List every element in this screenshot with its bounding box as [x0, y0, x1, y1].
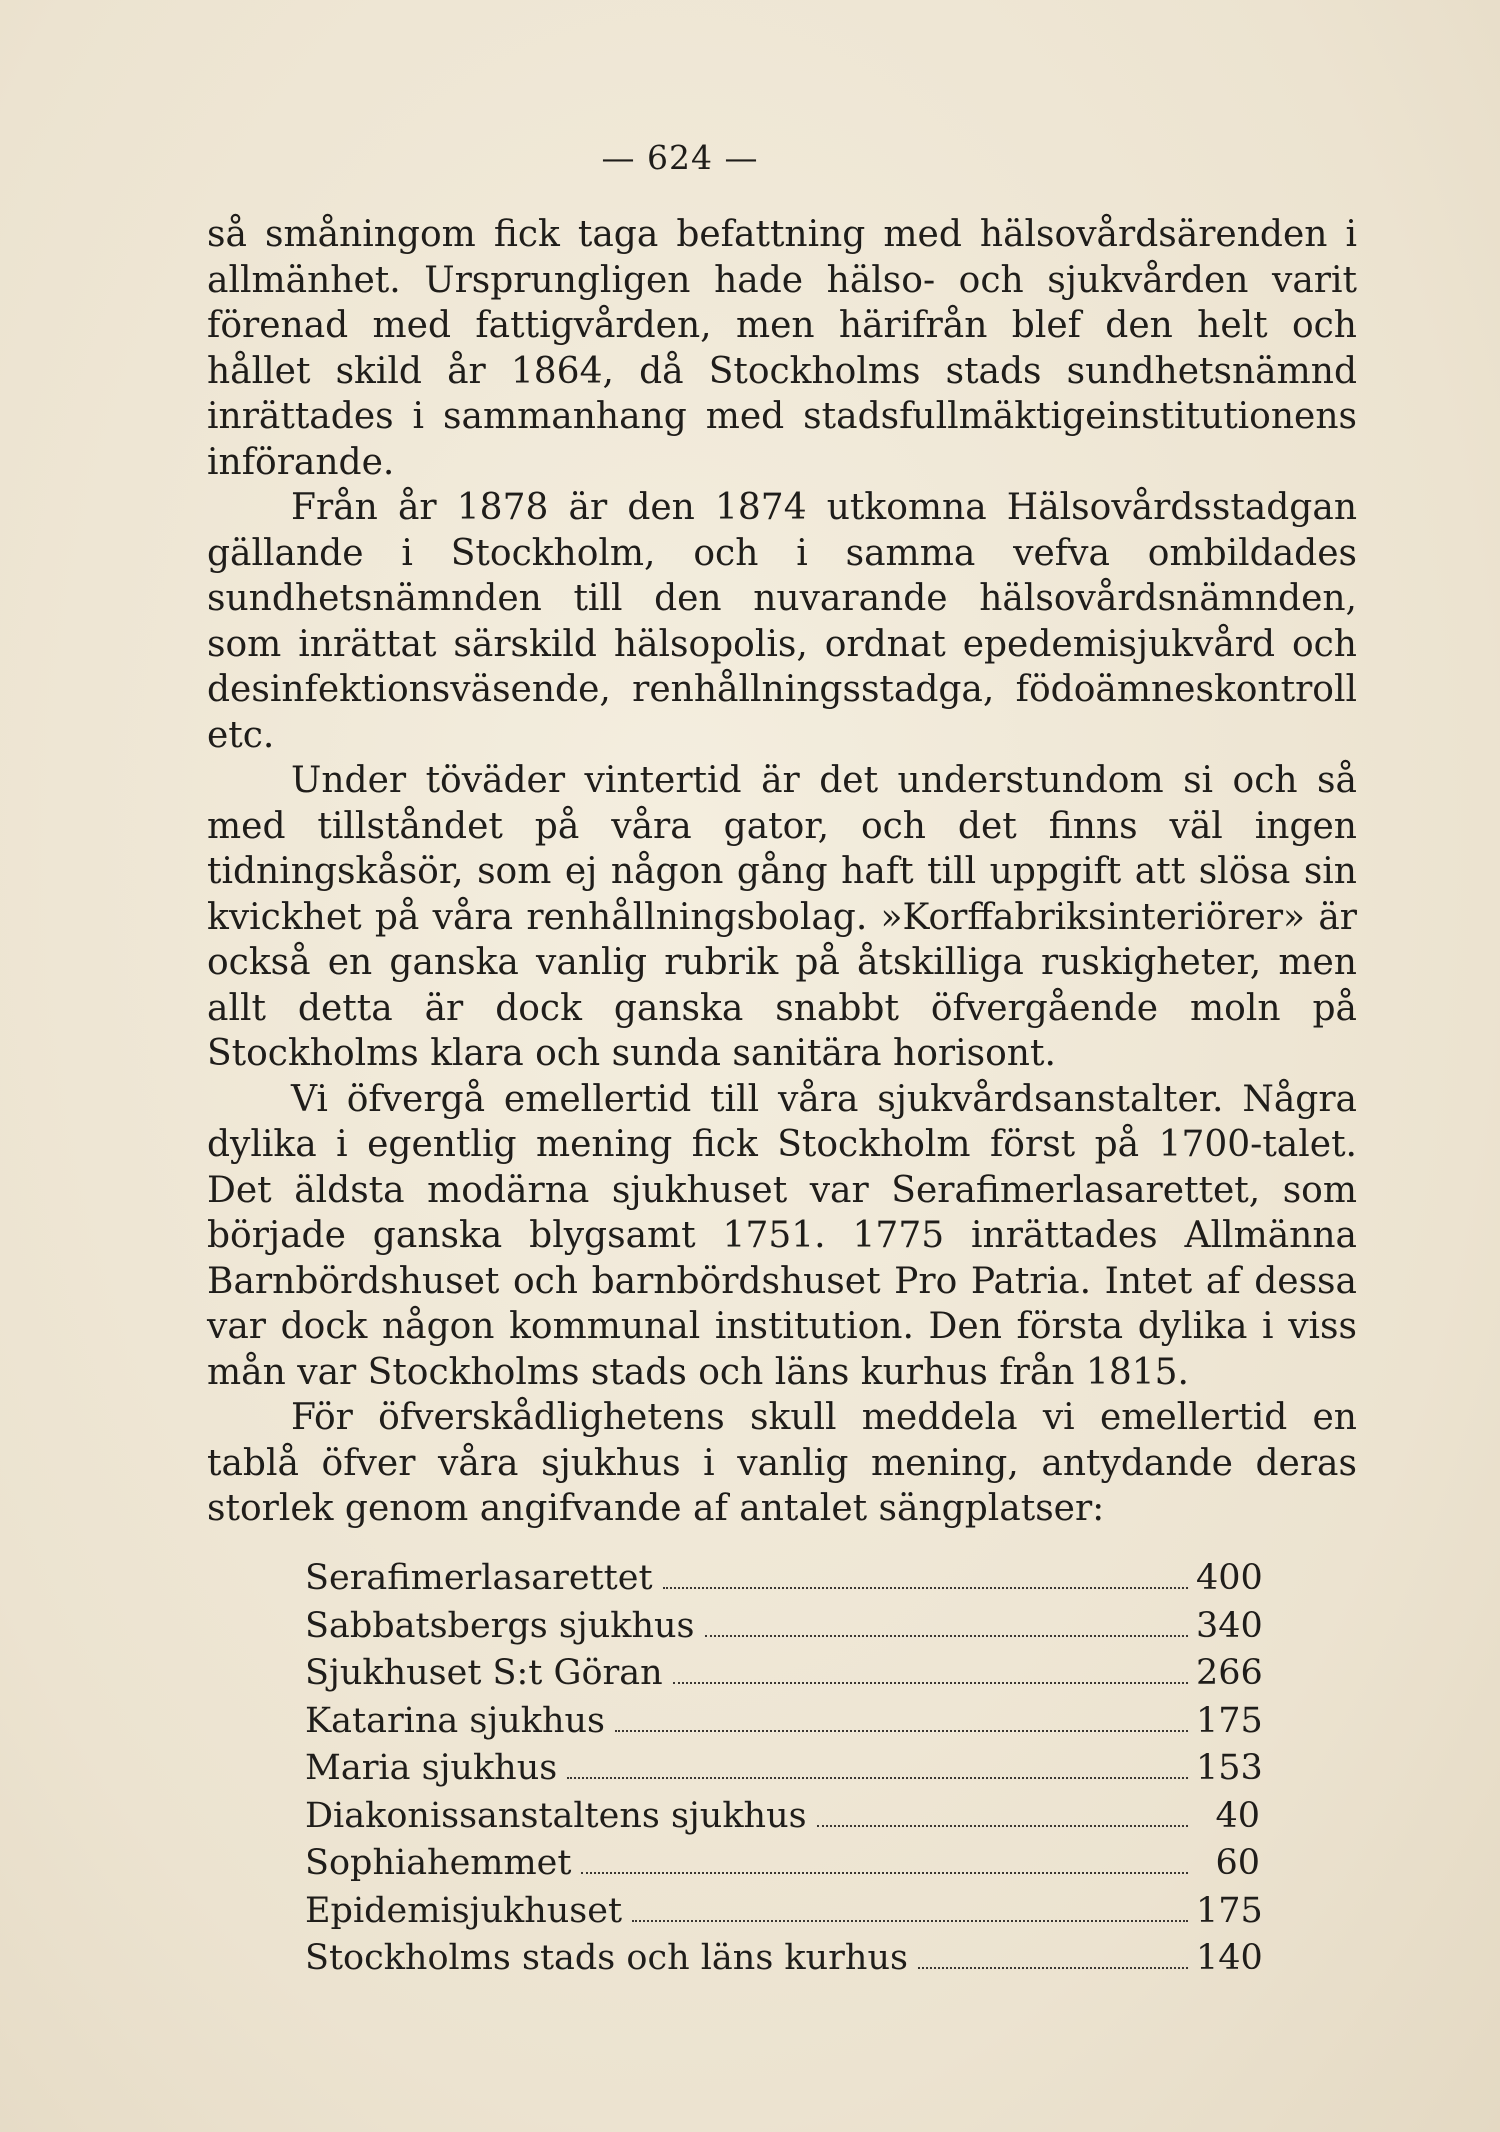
hospital-name: Katarina sjukhus [305, 1700, 606, 1741]
bed-count: 400 [1196, 1558, 1263, 1598]
dot-leader [581, 1872, 1188, 1874]
paragraph: Vi öfvergå emellertid till våra sjukvårdsanstalter. Några dylika i egentlig mening fick Stockholm först på 1700-talet. Det äldsta modärna sjukhuset var Serafimerlasarettet, som började ganska blygsamt 1751. 1775 inrättades Allmänna Barnbördshuset och barnbördshuset Pro Patria. Intet af dessa var dock någon kommunal institution. Den första dylika i viss mån var Stockholms stads och läns kurhus från 1815. [207, 1078, 1357, 1393]
dot-leader [567, 1777, 1188, 1779]
dot-leader [918, 1967, 1188, 1969]
table-row [305, 1793, 1260, 1841]
hospital-name: Maria sjukhus [305, 1748, 558, 1788]
body-text [207, 212, 1357, 1532]
table-row [305, 1888, 1263, 1936]
bed-count: 153 [1196, 1748, 1263, 1788]
bed-count: 140 [1196, 1938, 1263, 1978]
bed-count: 340 [1196, 1605, 1263, 1646]
dot-leader [817, 1825, 1188, 1827]
hospital-name: Epidemisjukhuset [305, 1890, 623, 1931]
hospital-name: Sophiahemmet [305, 1843, 572, 1883]
table-row [305, 1555, 1263, 1603]
hospital-name: Serafimerlasarettet [305, 1558, 653, 1598]
page-number: — 624 — [601, 138, 759, 177]
dot-leader [705, 1635, 1189, 1637]
hospital-name: Sabbatsbergs sjukhus [305, 1605, 695, 1646]
paragraph: Under töväder vintertid är det understundom si och så med tillståndet på våra gator, och det finns väl ingen tidningskåsör, som ej någon gång haft till uppgift att slösa sin kvickhet på våra renhållningsbolag. »Korffabriksinteriörer» är också en ganska vanlig rubrik på åtskilliga ruskigheter, men allt detta är dock ganska snabbt öfvergående moln på Stockholms klara och sunda sanitära horisont. [207, 760, 1357, 1074]
hospital-name: Sjukhuset S:t Göran [305, 1653, 663, 1693]
dot-leader [632, 1920, 1188, 1922]
bed-count: 175 [1196, 1890, 1263, 1931]
hospital-bed-table [305, 1555, 1263, 1983]
table-row [305, 1745, 1263, 1793]
table-row [305, 1935, 1263, 1983]
dot-leader [615, 1730, 1188, 1732]
paragraph: Från år 1878 är den 1874 utkomna Hälsovårdsstadgan gällande i Stockholm, och i samma vefva ombildades sundhetsnämnden till den nuvarande hälsovårdsnämnden, som inrättat särskild hälsopolis, ordnat epedemisjukvård och desinfektionsväsende, renhållningsstadga, födoämneskontroll etc. [207, 487, 1357, 756]
dot-leader [673, 1682, 1188, 1684]
table-row [305, 1603, 1263, 1651]
hospital-name: Diakonissanstaltens sjukhus [305, 1795, 807, 1836]
bed-count: 60 [1215, 1843, 1260, 1883]
hospital-name: Stockholms stads och läns kurhus [305, 1938, 908, 1978]
bed-count: 40 [1215, 1795, 1260, 1836]
paragraph: så småningom fick taga befattning med hälsovårdsärenden i allmänhet. Ursprungligen hade hälso- och sjukvården varit förenad med fattigvården, men härifrån blef den helt och hållet skild år 1864, då Stockholms stads sundhetsnämnd inrättades i sammanhang med stadsfullmäktigeinstitutionens införande. [207, 214, 1357, 483]
dot-leader [663, 1587, 1188, 1589]
table-row [305, 1840, 1260, 1888]
table-row [305, 1650, 1263, 1698]
bed-count: 175 [1196, 1700, 1263, 1741]
paragraph: För öfverskådlighetens skull meddela vi emellertid en tablå öfver våra sjukhus i vanlig mening, antydande deras storlek genom angifvande af antalet sängplatser: [207, 1397, 1357, 1529]
table-row [305, 1698, 1263, 1746]
bed-count: 266 [1196, 1653, 1263, 1693]
